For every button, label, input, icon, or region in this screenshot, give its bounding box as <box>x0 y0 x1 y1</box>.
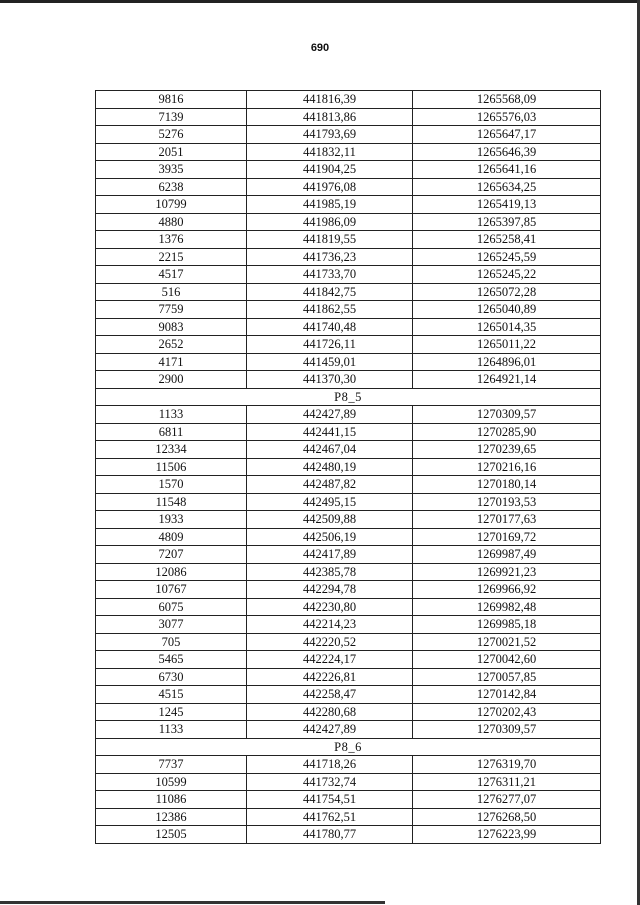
y-coordinate-cell: 1276268,50 <box>413 808 601 826</box>
x-coordinate-cell: 442214,23 <box>247 616 413 634</box>
x-coordinate-cell: 442427,89 <box>247 406 413 424</box>
table-row <box>96 756 601 774</box>
point-number-cell: 2215 <box>96 248 247 266</box>
point-number-cell: 10599 <box>96 773 247 791</box>
x-coordinate-cell: 441985,19 <box>247 196 413 214</box>
y-coordinate-cell: 1270193,53 <box>413 493 601 511</box>
y-coordinate-cell: 1265576,03 <box>413 108 601 126</box>
section-label: Р8_5 <box>96 388 601 406</box>
table-row <box>96 773 601 791</box>
x-coordinate-cell: 441986,09 <box>247 213 413 231</box>
x-coordinate-cell: 441793,69 <box>247 126 413 144</box>
point-number-cell: 11548 <box>96 493 247 511</box>
y-coordinate-cell: 1276277,07 <box>413 791 601 809</box>
y-coordinate-cell: 1269987,49 <box>413 546 601 564</box>
table-row <box>96 91 601 109</box>
x-coordinate-cell: 442467,04 <box>247 441 413 459</box>
table-row <box>96 283 601 301</box>
page-bottom-border <box>0 901 385 904</box>
x-coordinate-cell: 442258,47 <box>247 686 413 704</box>
x-coordinate-cell: 442506,19 <box>247 528 413 546</box>
table-row <box>96 668 601 686</box>
table-row <box>96 301 601 319</box>
y-coordinate-cell: 1265011,22 <box>413 336 601 354</box>
y-coordinate-cell: 1265040,89 <box>413 301 601 319</box>
y-coordinate-cell: 1270216,16 <box>413 458 601 476</box>
x-coordinate-cell: 442417,89 <box>247 546 413 564</box>
x-coordinate-cell: 442495,15 <box>247 493 413 511</box>
table-row <box>96 581 601 599</box>
x-coordinate-cell: 441754,51 <box>247 791 413 809</box>
point-number-cell: 1133 <box>96 406 247 424</box>
point-number-cell: 7737 <box>96 756 247 774</box>
y-coordinate-cell: 1265245,59 <box>413 248 601 266</box>
table-row <box>96 231 601 249</box>
x-coordinate-cell: 441459,01 <box>247 353 413 371</box>
x-coordinate-cell: 441816,39 <box>247 91 413 109</box>
point-number-cell: 5276 <box>96 126 247 144</box>
y-coordinate-cell: 1276311,21 <box>413 773 601 791</box>
point-number-cell: 12505 <box>96 826 247 844</box>
y-coordinate-cell: 1265646,39 <box>413 143 601 161</box>
x-coordinate-cell: 442427,89 <box>247 721 413 739</box>
x-coordinate-cell: 441718,26 <box>247 756 413 774</box>
table-row <box>96 511 601 529</box>
point-number-cell: 1245 <box>96 703 247 721</box>
table-row <box>96 651 601 669</box>
x-coordinate-cell: 442487,82 <box>247 476 413 494</box>
x-coordinate-cell: 441736,23 <box>247 248 413 266</box>
y-coordinate-cell: 1270285,90 <box>413 423 601 441</box>
x-coordinate-cell: 442224,17 <box>247 651 413 669</box>
point-number-cell: 10799 <box>96 196 247 214</box>
point-number-cell: 7207 <box>96 546 247 564</box>
coordinates-table <box>95 90 601 844</box>
table-row <box>96 423 601 441</box>
table-row <box>96 266 601 284</box>
point-number-cell: 7139 <box>96 108 247 126</box>
y-coordinate-cell: 1270180,14 <box>413 476 601 494</box>
x-coordinate-cell: 441819,55 <box>247 231 413 249</box>
table-row <box>96 213 601 231</box>
point-number-cell: 1570 <box>96 476 247 494</box>
point-number-cell: 12086 <box>96 563 247 581</box>
table-row <box>96 546 601 564</box>
y-coordinate-cell: 1265634,25 <box>413 178 601 196</box>
table-row <box>96 196 601 214</box>
table-row <box>96 826 601 844</box>
y-coordinate-cell: 1265072,28 <box>413 283 601 301</box>
table-row <box>96 493 601 511</box>
y-coordinate-cell: 1265419,13 <box>413 196 601 214</box>
y-coordinate-cell: 1270057,85 <box>413 668 601 686</box>
y-coordinate-cell: 1270309,57 <box>413 406 601 424</box>
x-coordinate-cell: 441733,70 <box>247 266 413 284</box>
y-coordinate-cell: 1270021,52 <box>413 633 601 651</box>
y-coordinate-cell: 1270202,43 <box>413 703 601 721</box>
table-row <box>96 598 601 616</box>
section-row <box>96 738 601 756</box>
x-coordinate-cell: 441780,77 <box>247 826 413 844</box>
x-coordinate-cell: 441732,74 <box>247 773 413 791</box>
table-row <box>96 441 601 459</box>
x-coordinate-cell: 442480,19 <box>247 458 413 476</box>
table-row <box>96 633 601 651</box>
y-coordinate-cell: 1276319,70 <box>413 756 601 774</box>
point-number-cell: 11506 <box>96 458 247 476</box>
point-number-cell: 7759 <box>96 301 247 319</box>
table-row <box>96 371 601 389</box>
x-coordinate-cell: 442509,88 <box>247 511 413 529</box>
x-coordinate-cell: 441976,08 <box>247 178 413 196</box>
y-coordinate-cell: 1276223,99 <box>413 826 601 844</box>
section-row <box>96 388 601 406</box>
y-coordinate-cell: 1269982,48 <box>413 598 601 616</box>
point-number-cell: 12334 <box>96 441 247 459</box>
y-coordinate-cell: 1270042,60 <box>413 651 601 669</box>
point-number-cell: 1133 <box>96 721 247 739</box>
y-coordinate-cell: 1265014,35 <box>413 318 601 336</box>
y-coordinate-cell: 1265647,17 <box>413 126 601 144</box>
point-number-cell: 4171 <box>96 353 247 371</box>
table-row <box>96 406 601 424</box>
point-number-cell: 6238 <box>96 178 247 196</box>
point-number-cell: 5465 <box>96 651 247 669</box>
x-coordinate-cell: 441862,55 <box>247 301 413 319</box>
point-number-cell: 11086 <box>96 791 247 809</box>
y-coordinate-cell: 1265568,09 <box>413 91 601 109</box>
table-row <box>96 686 601 704</box>
point-number-cell: 4517 <box>96 266 247 284</box>
point-number-cell: 1933 <box>96 511 247 529</box>
point-number-cell: 6811 <box>96 423 247 441</box>
table-row <box>96 318 601 336</box>
x-coordinate-cell: 441832,11 <box>247 143 413 161</box>
point-number-cell: 2652 <box>96 336 247 354</box>
x-coordinate-cell: 441904,25 <box>247 161 413 179</box>
table-row <box>96 353 601 371</box>
point-number-cell: 4515 <box>96 686 247 704</box>
y-coordinate-cell: 1270142,84 <box>413 686 601 704</box>
table-row <box>96 703 601 721</box>
table-row <box>96 476 601 494</box>
table-row <box>96 143 601 161</box>
table-row <box>96 791 601 809</box>
y-coordinate-cell: 1265258,41 <box>413 231 601 249</box>
x-coordinate-cell: 442280,68 <box>247 703 413 721</box>
x-coordinate-cell: 442385,78 <box>247 563 413 581</box>
point-number-cell: 12386 <box>96 808 247 826</box>
table-row <box>96 126 601 144</box>
y-coordinate-cell: 1264921,14 <box>413 371 601 389</box>
y-coordinate-cell: 1269966,92 <box>413 581 601 599</box>
point-number-cell: 3077 <box>96 616 247 634</box>
point-number-cell: 4809 <box>96 528 247 546</box>
point-number-cell: 3935 <box>96 161 247 179</box>
section-label: Р8_6 <box>96 738 601 756</box>
point-number-cell: 705 <box>96 633 247 651</box>
table-row <box>96 616 601 634</box>
point-number-cell: 4880 <box>96 213 247 231</box>
point-number-cell: 6075 <box>96 598 247 616</box>
table-row <box>96 178 601 196</box>
x-coordinate-cell: 441726,11 <box>247 336 413 354</box>
page-number: 690 <box>310 42 330 54</box>
point-number-cell: 9816 <box>96 91 247 109</box>
x-coordinate-cell: 442441,15 <box>247 423 413 441</box>
table-row <box>96 528 601 546</box>
y-coordinate-cell: 1270169,72 <box>413 528 601 546</box>
y-coordinate-cell: 1265245,22 <box>413 266 601 284</box>
page-top-border <box>0 0 640 3</box>
x-coordinate-cell: 442230,80 <box>247 598 413 616</box>
table-row <box>96 336 601 354</box>
x-coordinate-cell: 442226,81 <box>247 668 413 686</box>
x-coordinate-cell: 441740,48 <box>247 318 413 336</box>
y-coordinate-cell: 1265397,85 <box>413 213 601 231</box>
point-number-cell: 2051 <box>96 143 247 161</box>
y-coordinate-cell: 1264896,01 <box>413 353 601 371</box>
point-number-cell: 516 <box>96 283 247 301</box>
table-row <box>96 563 601 581</box>
point-number-cell: 2900 <box>96 371 247 389</box>
x-coordinate-cell: 441370,30 <box>247 371 413 389</box>
point-number-cell: 1376 <box>96 231 247 249</box>
point-number-cell: 10767 <box>96 581 247 599</box>
table-row <box>96 248 601 266</box>
x-coordinate-cell: 441842,75 <box>247 283 413 301</box>
point-number-cell: 9083 <box>96 318 247 336</box>
y-coordinate-cell: 1269921,23 <box>413 563 601 581</box>
table-row <box>96 108 601 126</box>
y-coordinate-cell: 1265641,16 <box>413 161 601 179</box>
x-coordinate-cell: 442294,78 <box>247 581 413 599</box>
x-coordinate-cell: 441813,86 <box>247 108 413 126</box>
x-coordinate-cell: 441762,51 <box>247 808 413 826</box>
point-number-cell: 6730 <box>96 668 247 686</box>
x-coordinate-cell: 442220,52 <box>247 633 413 651</box>
table-row <box>96 458 601 476</box>
coordinates-table-body <box>96 91 601 844</box>
table-row <box>96 721 601 739</box>
table-row <box>96 161 601 179</box>
table-row <box>96 808 601 826</box>
y-coordinate-cell: 1270309,57 <box>413 721 601 739</box>
y-coordinate-cell: 1269985,18 <box>413 616 601 634</box>
y-coordinate-cell: 1270239,65 <box>413 441 601 459</box>
y-coordinate-cell: 1270177,63 <box>413 511 601 529</box>
